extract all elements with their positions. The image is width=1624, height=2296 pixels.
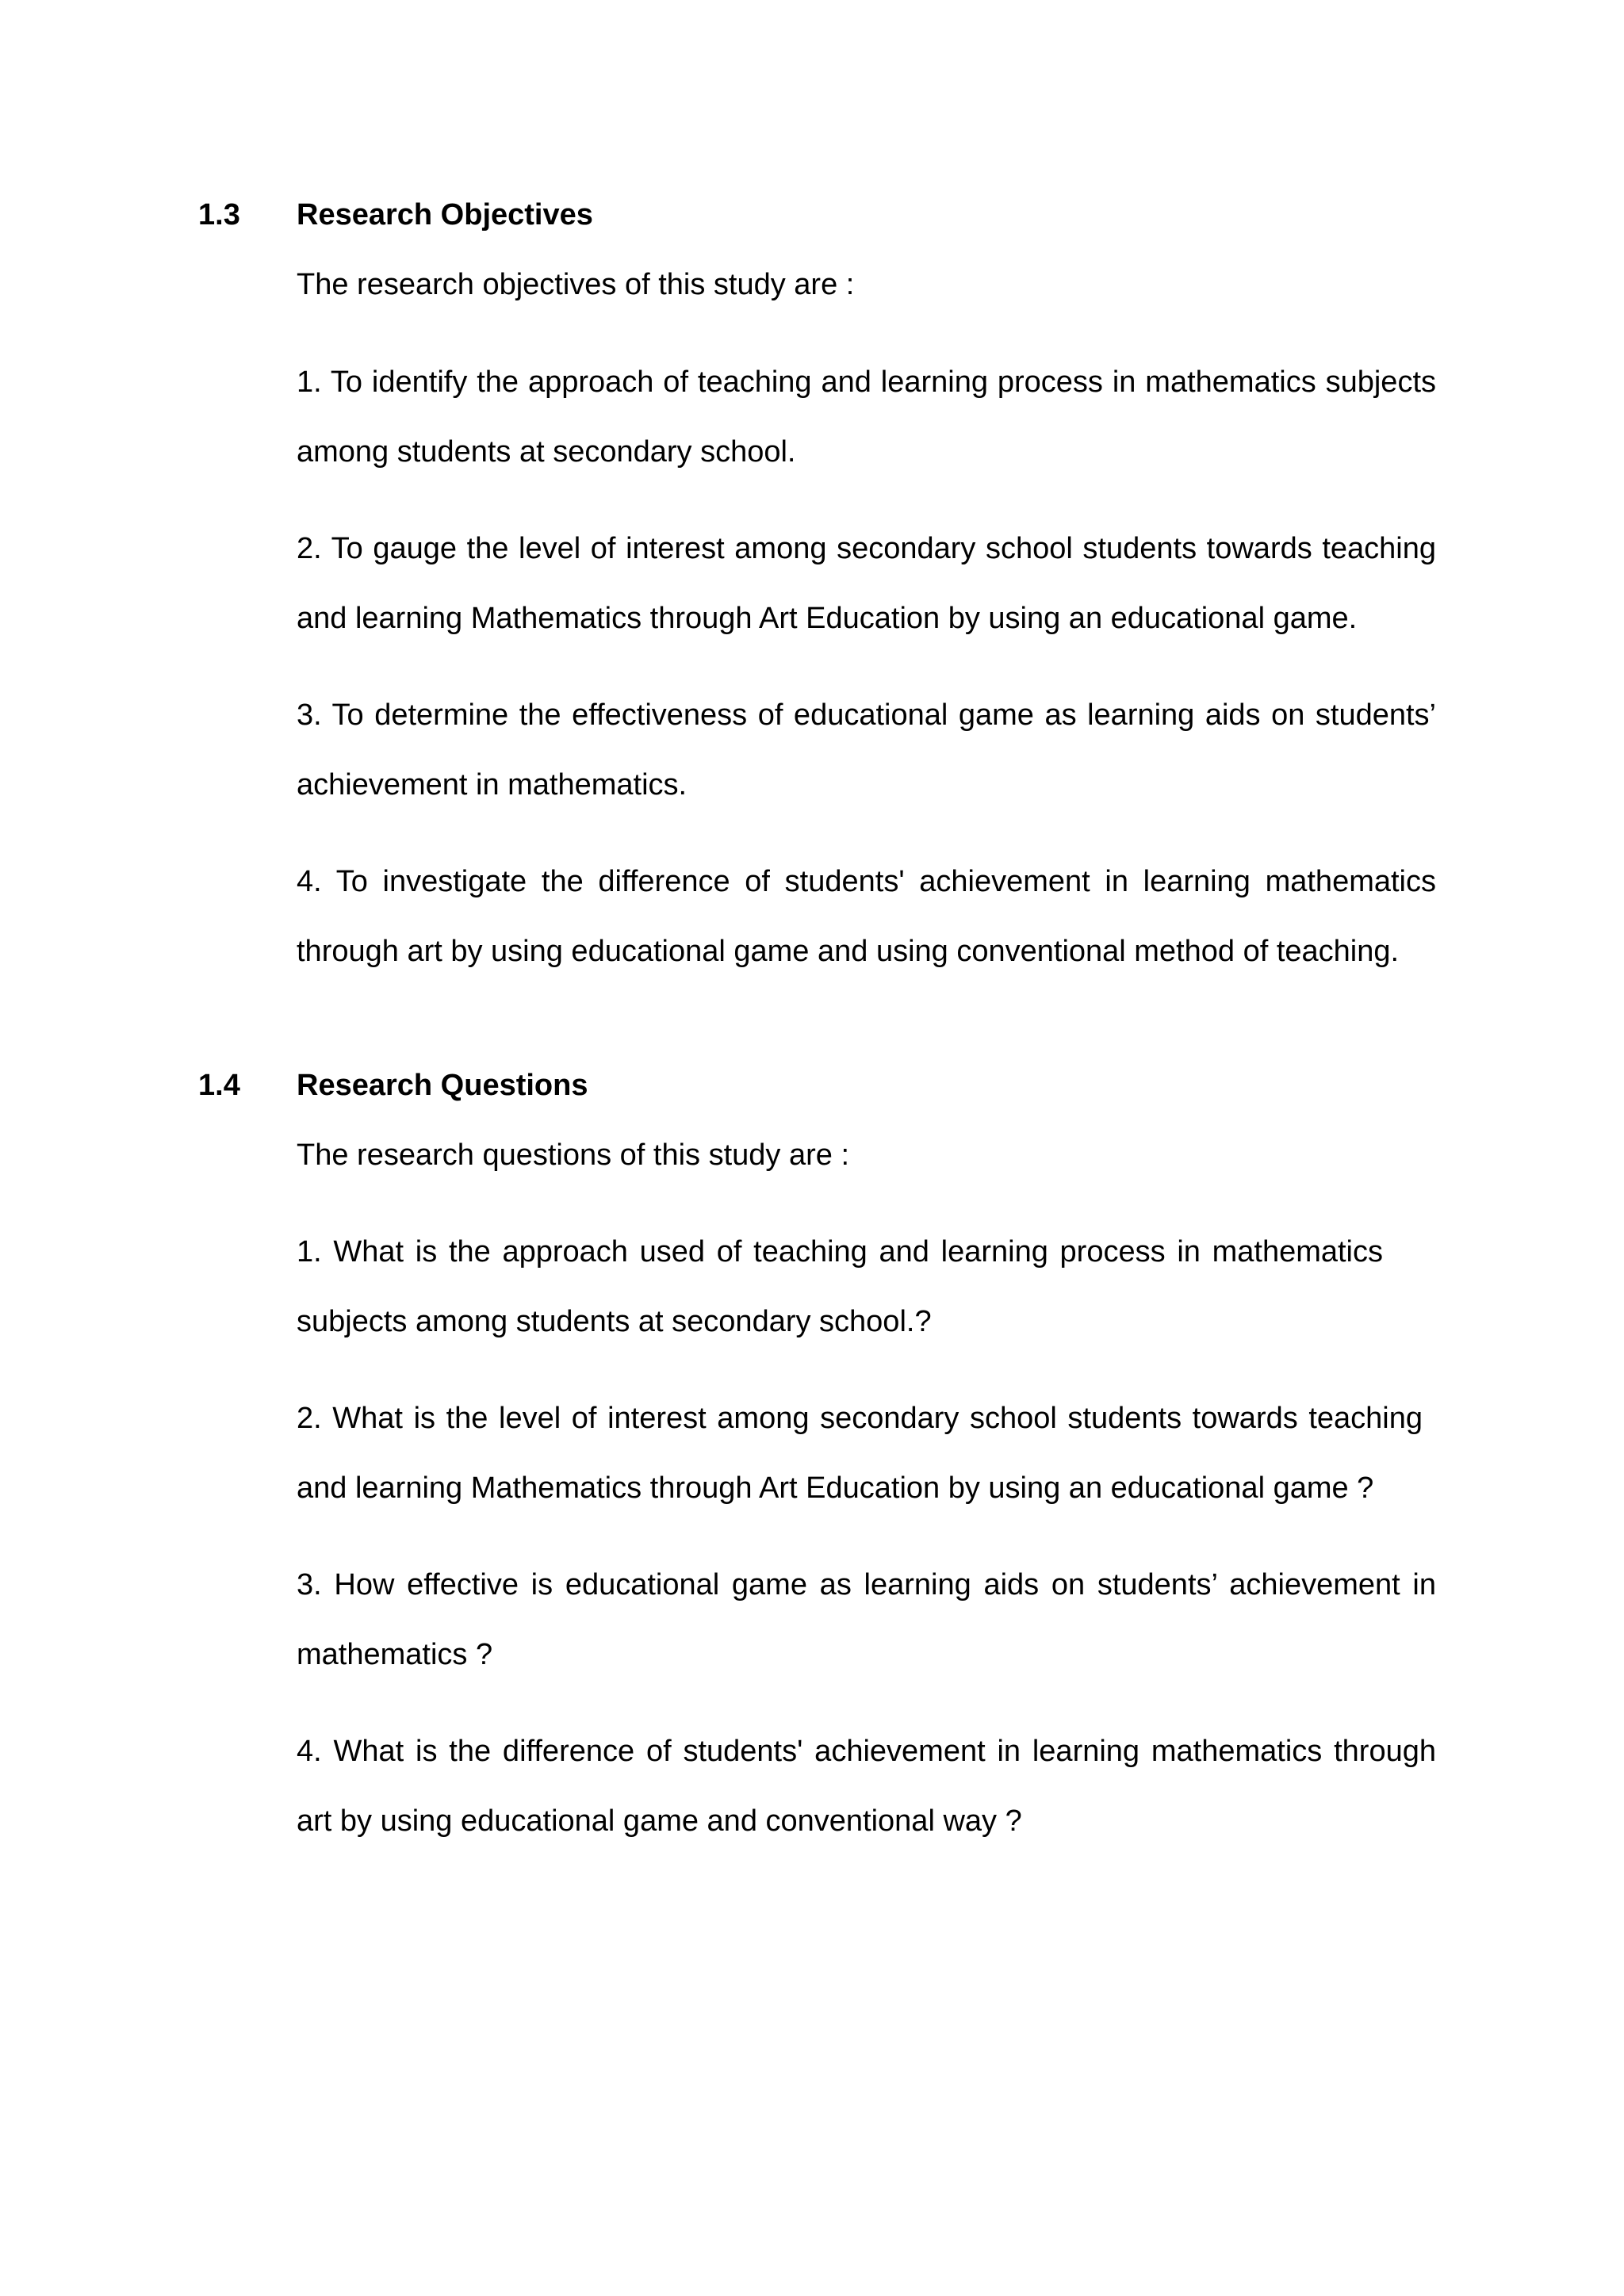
question-item-3: 3. How effective is educational game as learning aids on students’ achievement in mathematics ?	[297, 1568, 1436, 1671]
section-intro: The research questions of this study are :	[297, 1138, 850, 1172]
section-intro: The research objectives of this study are :	[297, 268, 855, 301]
section-number: 1.3	[198, 198, 240, 232]
section-title: Research Questions	[297, 1069, 588, 1102]
section-heading-objectives	[198, 197, 593, 232]
objective-item-4: 4. To investigate the difference of students' achievement in learning mathematics through art by using educational game and using conventional method of teaching.	[297, 865, 1436, 968]
objective-item-1: 1. To identify the approach of teaching and learning process in mathematics subjects among students at secondary school.	[297, 365, 1436, 469]
section-title: Research Objectives	[297, 198, 593, 232]
section-number: 1.4	[198, 1069, 240, 1102]
section-heading-questions	[198, 1068, 588, 1103]
question-item-1: 1. What is the approach used of teaching and learning process in mathematics subjects among students at secondary school.?	[297, 1235, 1383, 1338]
objective-item-3: 3. To determine the effectiveness of educational game as learning aids on students’ achievement in mathematics.	[297, 698, 1436, 802]
question-item-2: 2. What is the level of interest among secondary school students towards teaching and learning Mathematics through Art Education by using an educational game ?	[297, 1402, 1423, 1505]
question-item-4: 4. What is the difference of students' achievement in learning mathematics through art by using educational game and conventional way ?	[297, 1735, 1436, 1838]
objective-item-2: 2. To gauge the level of interest among secondary school students towards teaching and learning Mathematics through Art Education by using an educational game.	[297, 532, 1436, 635]
